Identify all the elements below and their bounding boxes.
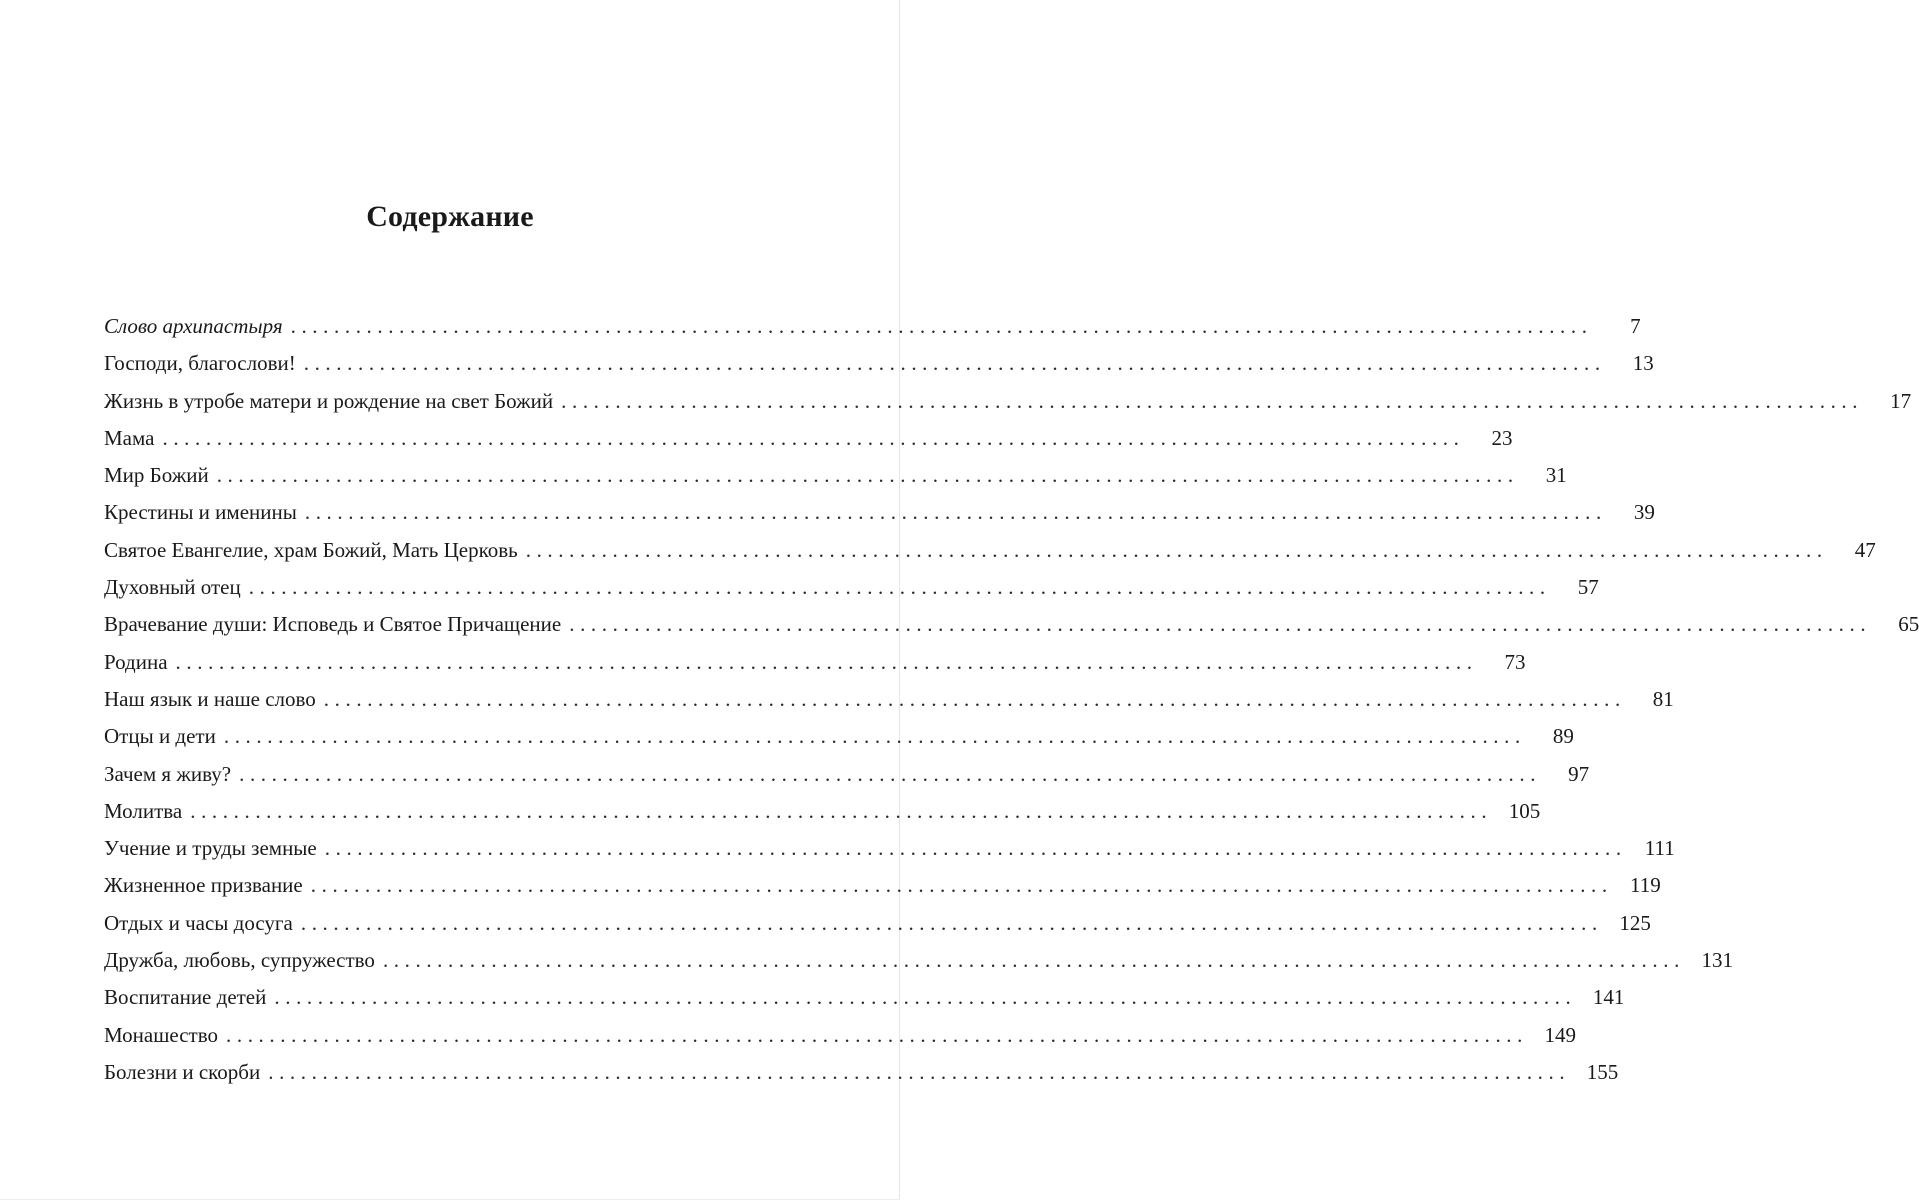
toc-entry [104,532,1876,569]
page-number: 39 [1633,500,1655,525]
page-number: 149 [1544,1022,1576,1047]
entry-title: Господи, благослови! [104,351,296,376]
dot-leader: ........................................................................................................................ [290,314,1593,338]
dot-leader: ........................................................................................................................ [323,686,1626,711]
toc-entry [104,383,1912,420]
page-number: 155 [1586,1059,1619,1084]
dot-leader: ........................................................................................................................ [382,948,1685,973]
page-number: 73 [1504,649,1526,674]
entry-title: Отцы и дети [104,724,216,749]
toc-entry [104,942,1733,979]
dot-leader: ........................................................................................................................ [303,351,1606,376]
toc-entry [104,308,1641,345]
entry-title: Врачевание души: Исповедь и Святое Причащение [104,612,562,637]
page-number: 131 [1701,948,1733,973]
page-number: 97 [1568,761,1590,786]
entry-title: Духовный отец [104,575,241,600]
toc-entry [104,569,1599,606]
toc-entry [104,756,1590,793]
dot-leader: ........................................................................................................................ [304,500,1607,525]
toc-entry [104,979,1625,1016]
entry-title: Учение и труды земные [104,836,317,861]
dot-leader: ........................................................................................................................ [175,649,1478,674]
page-number: 105 [1508,798,1541,823]
toc-entry [104,345,1654,382]
dot-leader: ........................................................................................................................ [525,537,1828,562]
toc-entry [104,420,1513,457]
page-number: 23 [1491,425,1513,450]
toc-entry [104,1017,1576,1054]
page-number: 13 [1632,351,1654,376]
entry-title: Зачем я живу? [104,761,232,786]
table-of-contents [104,308,1919,1091]
dot-leader: ........................................................................................................................ [274,985,1577,1010]
entry-title: Слово архипастыря [104,314,283,338]
page-number: 47 [1854,537,1876,562]
entry-title: Дружба, любовь, супружество [104,948,375,973]
dot-leader: ........................................................................................................................ [226,1022,1528,1047]
dot-leader: ........................................................................................................................ [268,1059,1571,1084]
page-number: 17 [1890,388,1912,413]
page-title: Содержание [366,200,534,233]
entry-title: Родина [104,649,168,674]
page-number: 119 [1630,873,1661,898]
page-number: 81 [1652,686,1674,711]
dot-leader: ........................................................................................................................ [310,873,1613,898]
page-number: 7 [1630,314,1641,338]
page-number: 31 [1545,463,1567,488]
entry-title: Мама [104,425,155,450]
toc-entry [104,644,1526,681]
page-number: 141 [1592,985,1625,1010]
dot-leader: ........................................................................................................................ [248,575,1551,600]
dot-leader: ........................................................................................................................ [300,910,1603,935]
dot-leader: ........................................................................................................................ [324,836,1627,861]
toc-entry [104,457,1567,494]
dot-leader: ........................................................................................................................ [190,798,1493,823]
page-number: 89 [1552,724,1574,749]
entry-title: Мир Божий [104,463,209,488]
toc-entry [104,867,1661,904]
entry-title: Воспитание детей [104,985,267,1010]
dot-leader: ........................................................................................................................ [223,724,1526,749]
toc-entry [104,606,1919,643]
toc-entry [104,830,1675,867]
entry-title: Наш язык и наше слово [104,686,316,711]
page-number: 65 [1898,612,1919,637]
entry-title: Святое Евангелие, храм Божий, Мать Церковь [104,537,518,562]
dot-leader: ........................................................................................................................ [162,425,1465,450]
toc-entry [104,905,1651,942]
entry-title: Болезни и скорби [104,1059,261,1084]
entry-title: Крестины и именины [104,500,297,525]
entry-title: Молитва [104,798,183,823]
dot-leader: ........................................................................................................................ [561,388,1864,413]
entry-title: Монашество [104,1022,218,1047]
toc-entry [104,1054,1619,1091]
toc-entry [104,681,1674,718]
page-number: 111 [1644,836,1675,861]
entry-title: Жизненное призвание [104,873,303,898]
entry-title: Жизнь в утробе матери и рождение на свет Божий [104,388,554,413]
dot-leader: ........................................................................................................................ [216,463,1519,488]
entry-title: Отдых и часы досуга [104,910,293,935]
toc-entry [104,494,1655,531]
dot-leader: ........................................................................................................................ [239,761,1542,786]
toc-entry [104,718,1574,755]
page-number: 57 [1577,575,1599,600]
dot-leader: ........................................................................................................................ [569,612,1872,637]
page-number: 125 [1619,910,1651,935]
toc-entry [104,793,1541,830]
